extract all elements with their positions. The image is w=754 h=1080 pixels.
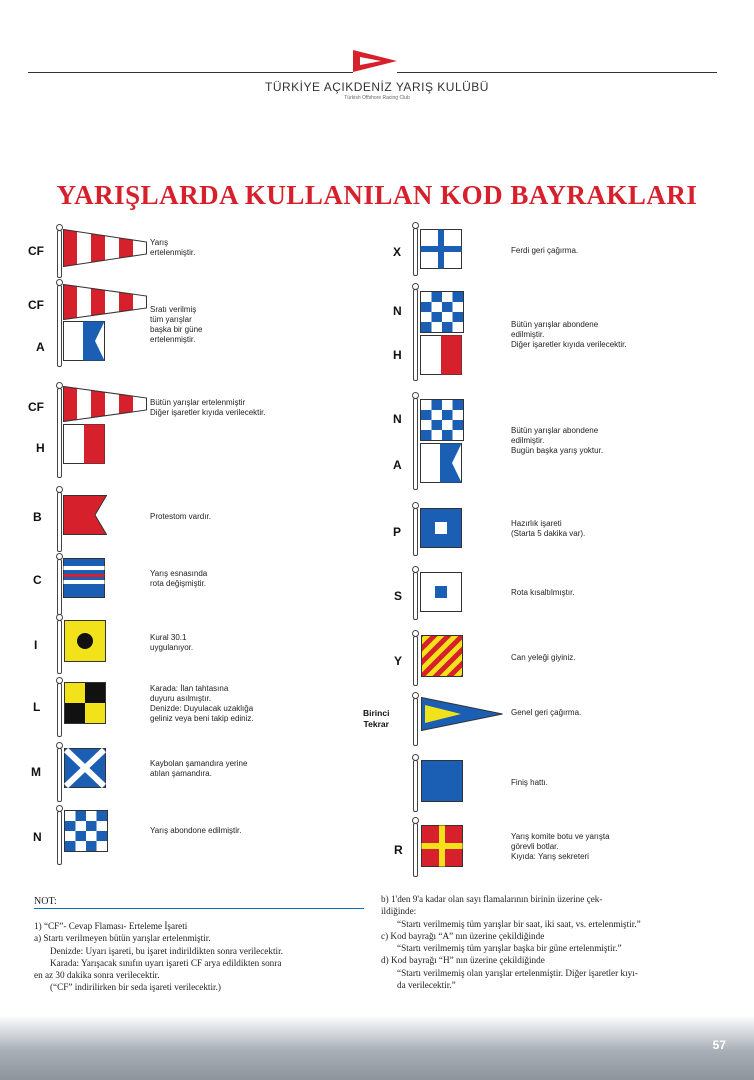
cf-pennant-flag: [63, 229, 147, 267]
header-rule-left: [28, 72, 353, 73]
flag-description: Bütün yarışlar abondene edilmiştir. Bugün başka yarış yoktur.: [511, 426, 604, 455]
a-flag: [63, 321, 105, 361]
flag-code-n: N: [393, 304, 402, 318]
flag-description: Kural 30.1 uygulanıyor.: [150, 633, 194, 652]
c-flag: [63, 558, 105, 598]
flag-pole: [57, 492, 62, 552]
a-flag: [420, 443, 462, 483]
y-flag: [421, 635, 463, 677]
flag-code-h: H: [393, 348, 402, 362]
pennant-logo-icon: [351, 48, 399, 74]
notes-heading: NOT:: [34, 896, 57, 907]
flag-description: Yarış esnasında rota değişmiştir.: [150, 569, 208, 588]
flag-code-a: A: [393, 458, 402, 472]
flag-code-a: A: [36, 340, 45, 354]
page-title: YARIŞLARDA KULLANILAN KOD BAYRAKLARI: [56, 180, 698, 210]
flag-pole: [57, 620, 62, 674]
p-flag: [420, 508, 462, 548]
s-flag: [420, 572, 462, 612]
footer-wave-band: [0, 1015, 754, 1080]
flag-description: Can yeleği giyiniz.: [511, 653, 576, 662]
flag-description: Bütün yarışlar abondene edilmiştir. Diğer işaretler kıyıda verilecektir.: [511, 320, 627, 349]
b-flag: [63, 495, 107, 535]
club-subtitle: Türkish Offshore Racing Club: [344, 95, 410, 101]
notes-rule: [34, 908, 364, 909]
first-substitute-pennant: [421, 697, 503, 731]
flag-pole: [413, 760, 418, 812]
m-flag: [64, 748, 106, 788]
r-flag: [421, 825, 463, 867]
cf-pennant-flag: [63, 386, 147, 422]
flag-description: Yarış komite botu ve yarışta görevli botlar. Kıyıda: Yarış sekreteri: [511, 832, 610, 861]
flag-description: Kaybolan şamandıra yerine atılan şamandıra.: [150, 759, 248, 778]
flag-description: Protestom vardır.: [150, 512, 211, 521]
page-number: 57: [712, 1038, 726, 1052]
flag-pole: [57, 285, 62, 367]
flag-code-n: N: [393, 412, 402, 426]
flag-code-cf: CF: [28, 400, 44, 414]
flag-description: Yarış ertelenmiştir.: [150, 238, 196, 257]
flag-code-m: M: [31, 765, 41, 779]
flag-description: Sratı verilmiş tüm yarışlar başka bir güne ertelenmiştir.: [150, 305, 203, 344]
flag-code-birinci-tekrar: Birinci Tekrar: [363, 708, 390, 729]
flag-code-b: B: [33, 510, 42, 524]
flag-description: Ferdi geri çağırma.: [511, 246, 579, 255]
flag-pole: [413, 572, 418, 620]
h-flag: [63, 424, 105, 464]
flag-code-cf: CF: [28, 244, 44, 258]
flag-pole: [413, 289, 418, 381]
flag-description: Yarış abondone edilmiştir.: [150, 826, 242, 835]
flag-pole: [413, 698, 418, 746]
flag-code-i: I: [34, 638, 38, 652]
flag-code-c: C: [33, 573, 42, 587]
blue-finish-flag: [421, 760, 463, 802]
n-flag: [420, 291, 464, 333]
notes-left-column: 1) “CF”- Cevap Flaması- Erteleme İşareti a) Startı verilmeyen bütün yarışlar ertelenmiştir. Denizde: Uyarı işareti, bu işaret indirildikten sonra verilecektir. Karada: Yarışacak sınıfın uyarı işareti CF arya edildikten sonra en az 30 dakika sonra verilecektir. (“CF” indirilirken bir seda işareti verilecektir.): [34, 921, 283, 993]
flag-description: Rota kısaltılmıştır.: [511, 588, 575, 597]
flag-pole: [57, 230, 62, 278]
h-flag: [420, 335, 462, 375]
n-flag: [420, 399, 464, 441]
header-rule-right: [397, 72, 717, 73]
flag-code-n: N: [33, 830, 42, 844]
flag-pole: [57, 683, 62, 737]
flag-description: Karada: İlan tahtasına duyuru asılmıştır. Denizde: Duyulacak uzaklığa geliniz veya beni takip ediniz.: [150, 684, 254, 723]
flag-code-r: R: [394, 843, 403, 857]
flag-code-h: H: [36, 441, 45, 455]
x-flag: [420, 229, 462, 269]
flag-code-l: L: [33, 700, 41, 714]
cf-pennant-flag: [63, 284, 147, 320]
l-flag: [64, 682, 106, 724]
flag-description: Bütün yarışlar ertelenmiştir Diğer işaretler kıyıda verilecektir.: [150, 398, 266, 417]
flag-description: Finiş hattı.: [511, 778, 548, 787]
flag-pole: [413, 228, 418, 276]
flag-code-cf: CF: [28, 298, 44, 312]
flag-pole: [57, 559, 62, 615]
flag-pole: [57, 811, 62, 865]
flag-pole: [413, 398, 418, 490]
flag-code-x: X: [393, 245, 402, 259]
flag-pole: [57, 388, 62, 478]
flag-pole: [413, 636, 418, 686]
notes-right-column: b) 1'den 9'a kadar olan sayı flamalarının birinin üzerine çek- ildiğinde: “Startı verilmemiş tüm yarışlar bir saat, iki saat, vs. ertelenmiştir.” c) Kod bayrağı “A” nın üzerine çekildiğinde “Startı verilmemiş tüm yarışlar başka bir güne ertelenmiştir.” d) Kod bayrağı “H” nın üzerine çekildiğinde “Startı verilmemiş olan yarışlar ertelenmiştir. Diğer işaretler kıyı- da verilecektir.”: [381, 894, 641, 991]
flag-description: Genel geri çağırma.: [511, 708, 582, 717]
flag-pole: [413, 823, 418, 877]
flag-code-p: P: [393, 525, 402, 539]
flag-code-s: S: [394, 589, 403, 603]
flag-code-y: Y: [394, 654, 403, 668]
flag-description: Hazırlık işareti (Starta 5 dakika var).: [511, 519, 586, 538]
flag-pole: [413, 508, 418, 556]
club-name: TÜRKİYE AÇIKDENİZ YARIŞ KULÜBÜ: [265, 80, 489, 94]
i-flag: [64, 620, 106, 662]
flag-pole: [57, 748, 62, 802]
n-flag: [64, 810, 108, 852]
